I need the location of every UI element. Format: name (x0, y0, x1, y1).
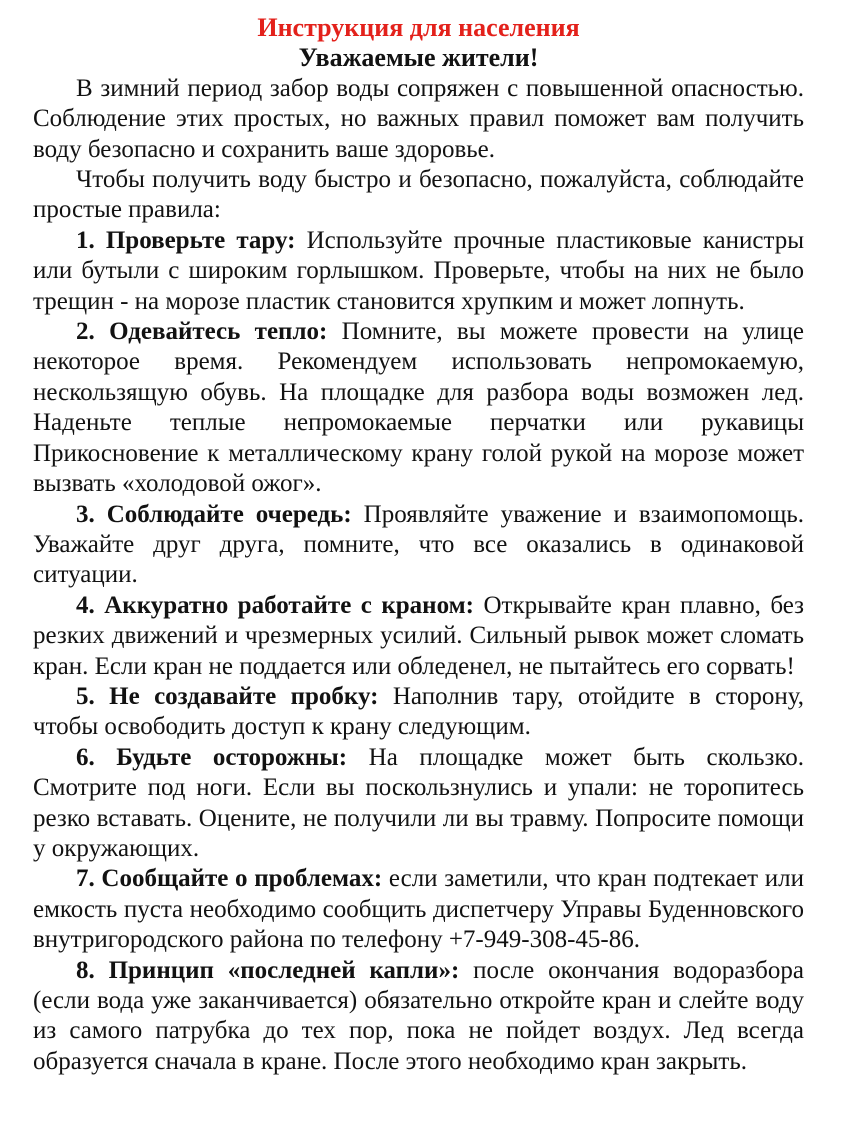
item-label: 7. Сообщайте о проблемах: (76, 865, 383, 893)
item-label: 3. Соблюдайте очередь: (76, 500, 352, 528)
instruction-item-6 (33, 743, 804, 865)
item-text: Открывайте кран плавно, без резких движений и чрезмерных усилий. Сильный рывок может сломать кран. Если кран не поддается или обледенел, не пытайтесь его сорвать! (33, 591, 804, 680)
item-label: 6. Будьте осторожны: (76, 743, 348, 771)
instruction-item-3 (33, 500, 804, 591)
document-title: Инструкция для населения (257, 13, 580, 42)
item-label: 8. Принцип «последней капли»: (76, 956, 460, 984)
item-text: Проявляйте уважение и взаимопомощь. Уважайте друг друга, помните, что все оказались в одинаковой ситуации. (33, 500, 804, 589)
item-text: Помните, вы можете провести на улице некоторое время. Рекомендуем использовать непромокаемую, нескользящую обувь. На площадке для разбора воды возможен лед. Наденьте теплые непромокаемые перчатки или рукавицы Прикосновение к металлическому крану голой рукой на морозе может вызвать «холодовой ожог». (33, 318, 804, 498)
instruction-item-7 (33, 864, 804, 955)
item-text: Используйте прочные пластиковые канистры или бутыли с широким горлышком. Проверьте, чтобы на них не было трещин - на морозе пластик становится хрупким и может лопнуть. (33, 226, 805, 315)
intro-text: В зимний период забор воды сопряжен с повышенной опасностью. Соблюдение этих простых, но важных правил поможет вам получить воду безопасно и сохранить ваше здоровье. (33, 74, 804, 163)
item-text: после окончания водоразбора (если вода уже заканчивается) обязательно откройте кран и слейте воду из самого патрубка до тех пор, пока не пойдет воздух. Лед всегда образуется сначала в кране. После этого необходимо кран закрыть. (33, 956, 804, 1075)
instruction-item-1 (33, 226, 804, 317)
instruction-item-2 (33, 317, 804, 499)
item-text: На площадке может быть скользко. Смотрите под ноги. Если вы поскользнулись и упали: не торопитесь резко вставать. Оцените, не получили ли вы травму. Попросите помощи у окружающих. (33, 743, 805, 862)
item-label: 2. Одевайтесь тепло: (76, 318, 328, 346)
item-text: Наполнив тару, отойдите в сторону, чтобы освободить доступ к крану следующим. (33, 682, 805, 741)
intro-paragraph (33, 165, 804, 226)
intro-text: Чтобы получить воду быстро и безопасно, пожалуйста, соблюдайте простые правила: (33, 166, 804, 224)
document-subtitle: Уважаемые жители! (298, 43, 539, 73)
item-label: 5. Не создавайте пробку: (76, 682, 379, 710)
item-label: 1. Проверьте тару: (76, 226, 296, 254)
item-text: если заметили, что кран подтекает или емкость пуста необходимо сообщить диспетчеру Управы Буденновского внутригородского района по телефону +7-949-308-45-86. (33, 865, 804, 954)
instruction-item-5 (33, 682, 804, 743)
instruction-item-8 (33, 956, 804, 1078)
item-label: 4. Аккуратно работайте с краном: (76, 591, 474, 619)
intro-paragraph (33, 74, 804, 165)
instruction-item-4 (33, 591, 804, 682)
